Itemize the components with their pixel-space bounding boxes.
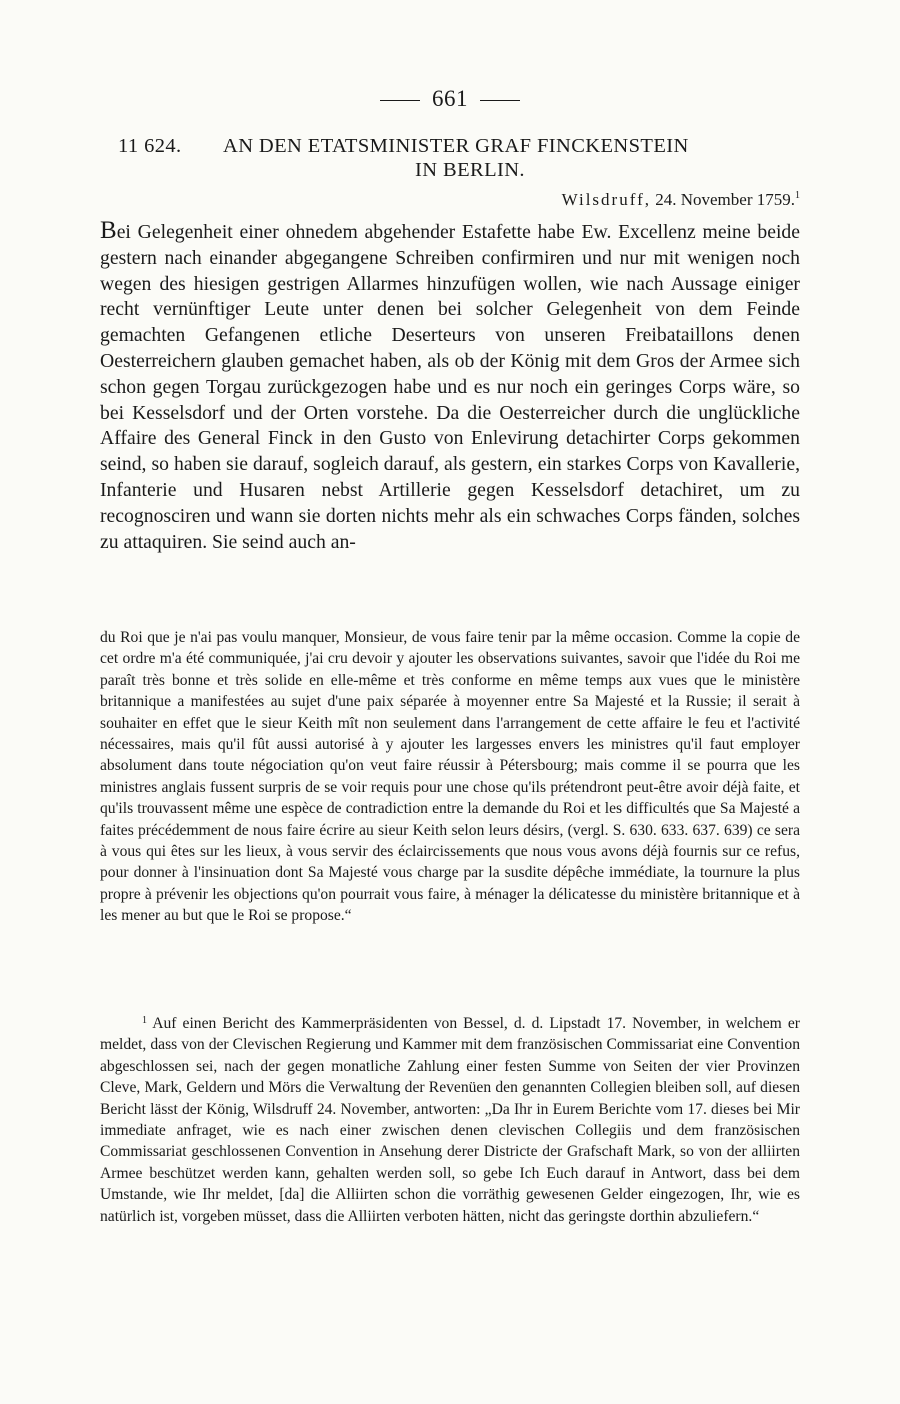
document-title-line2: IN BERLIN. [415,159,525,181]
letter-text: ei Gelegenheit einer ohnedem abgehender Estafette habe Ew. Excellenz meine beide gestern nach einander abgegangene Schreiben confirmiren und nur mit wenigen noch wegen des hiesigen gestrigen Allarmes hinzufügen wollen, wie nach Aussage einiger recht vernünftiger Leute unter denen bei solcher Gelegenheit von dem Feinde gemachten Gefangenen etliche Deserteurs von unseren Freibataillons denen Oesterreichern glauben gemachet haben, als ob der König mit dem Gros der Armee sich schon gegen Torgau zurückgezogen habe und es nur noch ein geringes Corps wäre, so bei Kesselsdorf und der Orten vorstehe. Da die Oesterreicher durch die unglückliche Affaire des General Finck in den Gusto von Enlevirung detachirter Corps gekommen seind, so haben sie darauf, sogleich darauf, als gestern, ein starkes Corps von Kavallerie, Infanterie und Husaren nebst Artillerie gegen Kesselsdorf detachiret, um zu recognosciren und wann sie dorten nichts mehr als ein schwaches Corps fänden, solches zu attaquiren. Sie seind auch an- [100,221,800,553]
footnote-1 [100,1010,800,1227]
dateline-place: Wilsdruff, [561,190,651,209]
letter-initial: B [100,217,117,244]
document-page [100,0,800,1404]
dateline [562,190,800,210]
dateline-footnote-marker: 1 [795,190,800,201]
page-number [100,86,800,112]
letter-paragraph [100,218,800,555]
page-number-value: 661 [432,86,468,111]
footnote-1-text: Auf einen Bericht des Kammerpräsidenten von Bessel, d. d. Lipstadt 17. November, in welchem er meldet, dass von der Clevischen Regierung und Kammer mit dem französischen Commissariat eine Convention abgeschlossen sei, nach der gegen monatliche Zahlung einer festen Summe von Seiten der vier Provinzen Cleve, Mark, Geldern und Mörs die Verwaltung der Revenüen den genannten Collegien bleiben soll, auf diesen Bericht lässt der König, Wilsdruff 24. November, antworten: „Da Ihr in Eurem Berichte vom 17. dieses bei Mir immediate anfraget, wie es nach einer zwischen denen clevischen Collegiis und dem französischen Commissariat geschlossenen Convention in Ansehung derer Districte der Grafschaft Mark, so von der alliirten Armee beschützet werden kann, gehalten werden soll, so gebe Ich Euch darauf in Antwort, dass bei dem Umstande, wie Ihr meldet, [da] die Alliirten schon die vorräthig gewesenen Gelder eingezogen, Ihr, wie es natürlich ist, vorgeben müsset, dass die Alliirten verboten hätten, nicht das geringste dorthin abzuliefern.“ [100,1015,800,1225]
dateline-date: 24. November 1759. [655,190,795,209]
footnote-continuation [100,627,800,927]
footnote-continuation-text: du Roi que je n'ai pas voulu manquer, Monsieur, de vous faire tenir par la même occasion. Comme la copie de cet ordre m'a été communiquée, j'ai cru devoir y ajouter les observations suivantes, savoir que l'idée du Roi me paraît très bonne et très solide en elle-même et très conforme en même temps aux vues que le ministère britannique a manifestées au sujet d'une paix séparée à moyenner entre Sa Majesté et la Russie; il serait à souhaiter en effet que le sieur Keith mît non seulement dans l'arrangement de cette affaire le feu et l'activité nécessaires, mais qu'il fût aussi autorisé à y ajouter les largesses envers les ministres qu'il faut employer absolument dans toute négociation qu'on veut faire réussir à Pétersbourg; mais comme il se pourra que les ministres anglais fussent surpris de se voir requis pour une chose qu'ils prétendront peut-être avoir déjà faite, et qu'ils trouvassent même une espèce de contradiction entre la demande du Roi et les difficultés que Sa Majesté a faites précédemment de nous faire écrire au sieur Keith selon leurs désirs, (vergl. S. 630. 633. 637. 639) ce sera à vous qui êtes sur les lieux, à vous servir des éclaircissements que nous vous avons déjà fournis sur ce refus, pour donner à l'insinuation dont Sa Majesté vous charge par la susdite dépêche immédiate, la tournure la plus propre à prévenir les objections qu'on pourrait vous faire, à ménager la délicatesse du ministère britannique et à les mener au but que le Roi se propose.“ [100,629,800,925]
footnote-1-marker: 1 [142,1015,147,1026]
document-number: 11 624. [118,135,182,157]
footnote-1-paragraph [100,1010,800,1227]
page-number-dash-right [480,100,520,101]
letter-body [100,218,800,555]
document-title-line1: AN DEN ETATSMINISTER GRAF FINCKENSTEIN [223,135,689,157]
page-number-dash-left [380,100,420,101]
